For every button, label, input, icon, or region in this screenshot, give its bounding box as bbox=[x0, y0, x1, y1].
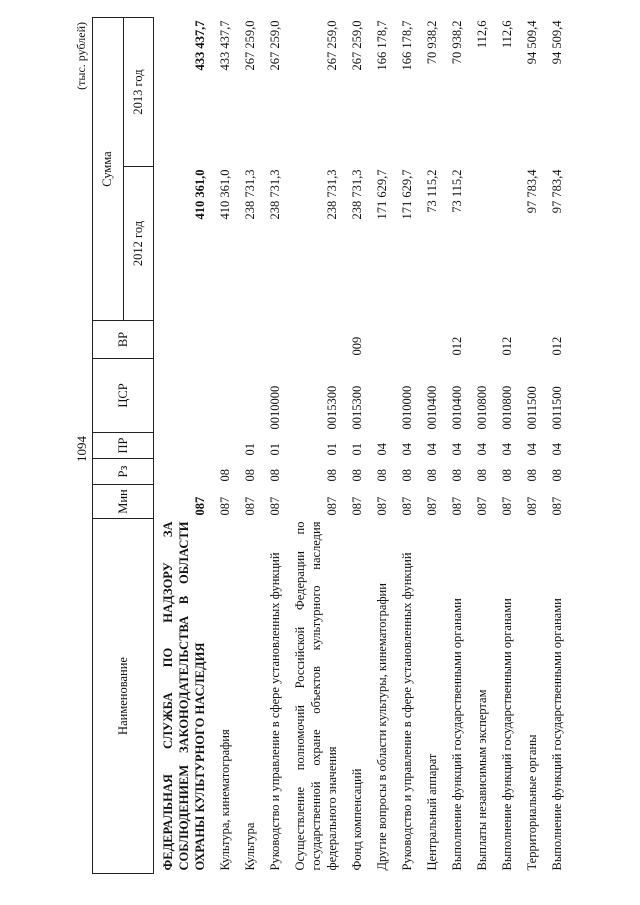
cell-csr bbox=[368, 359, 393, 433]
cell-y2013: 94 509,4 bbox=[550, 20, 564, 65]
cell-name: Другие вопросы в области культуры, кинематографии bbox=[375, 583, 389, 871]
cell-rz: 08 bbox=[475, 469, 489, 482]
cell-rz bbox=[154, 459, 212, 485]
cell-pr: 04 bbox=[375, 443, 389, 456]
cell-name: Руководство и управление в сфере установленных функций bbox=[268, 552, 282, 871]
cell-min: 087 bbox=[243, 496, 257, 516]
cell-pr: 04 bbox=[425, 443, 439, 456]
cell-name: Выполнение функций государственными органами bbox=[550, 598, 564, 871]
cell-y2013: 166 178,7 bbox=[400, 20, 414, 71]
cell-rz: 08 bbox=[218, 469, 232, 482]
cell-min: 087 bbox=[193, 496, 207, 516]
cell-min: 087 bbox=[268, 496, 282, 516]
unit-note: (тыс. рублей) bbox=[74, 22, 88, 90]
budget-table bbox=[92, 17, 568, 874]
cell-csr: 0011500 bbox=[550, 386, 564, 430]
cell-y2012: 238 731,3 bbox=[325, 169, 339, 220]
cell-min: 087 bbox=[375, 496, 389, 516]
cell-rz: 08 bbox=[268, 469, 282, 482]
cell-min: 087 bbox=[218, 496, 232, 516]
header-2012: 2012 год bbox=[123, 167, 154, 321]
cell-csr: 0010800 bbox=[475, 385, 489, 430]
cell-name: Руководство и управление в сфере установленных функций bbox=[400, 552, 414, 871]
header-pr: ПР bbox=[93, 433, 154, 459]
cell-vr bbox=[368, 321, 393, 359]
cell-name: Культура bbox=[243, 822, 257, 871]
cell-name: Центральный аппарат bbox=[425, 753, 439, 871]
cell-rz: 08 bbox=[375, 469, 389, 482]
cell-pr: 04 bbox=[525, 443, 539, 456]
table-row bbox=[418, 18, 443, 874]
cell-y2012: 97 783,4 bbox=[550, 169, 564, 214]
cell-pr bbox=[211, 433, 236, 459]
cell-vr bbox=[393, 321, 418, 359]
cell-pr: 04 bbox=[500, 443, 514, 456]
cell-csr: 0010800 bbox=[500, 385, 514, 430]
cell-y2013: 166 178,7 bbox=[375, 20, 389, 71]
cell-y2013: 267 259,0 bbox=[268, 20, 282, 71]
cell-y2012: 171 629,7 bbox=[400, 169, 414, 220]
cell-y2013: 94 509,4 bbox=[525, 20, 539, 65]
cell-y2013: 267 259,0 bbox=[325, 20, 339, 71]
cell-y2013: 112,6 bbox=[475, 20, 489, 49]
page-number: 1094 bbox=[74, 436, 89, 462]
cell-pr: 01 bbox=[350, 443, 364, 456]
budget-table-sheet bbox=[70, 12, 570, 892]
table-row bbox=[236, 18, 261, 874]
cell-rz: 08 bbox=[400, 469, 414, 482]
cell-pr: 01 bbox=[243, 443, 257, 456]
header-csr: ЦСР bbox=[93, 359, 154, 433]
cell-csr: 0011500 bbox=[525, 386, 539, 430]
cell-name: Фонд компенсаций bbox=[350, 768, 364, 871]
cell-y2012: 73 115,2 bbox=[425, 169, 439, 213]
header-rz: Рз bbox=[93, 459, 154, 485]
cell-y2012: 410 361,0 bbox=[218, 169, 232, 220]
cell-min: 087 bbox=[425, 496, 439, 516]
cell-csr bbox=[154, 359, 212, 433]
cell-name: Выполнение функций государственными органами bbox=[450, 598, 464, 871]
header-vr: ВР bbox=[93, 321, 154, 359]
table-row bbox=[286, 18, 343, 874]
cell-rz: 08 bbox=[243, 469, 257, 482]
cell-pr: 01 bbox=[268, 443, 282, 456]
table-row bbox=[443, 18, 468, 874]
cell-rz: 08 bbox=[350, 469, 364, 482]
header-name: Наименование bbox=[93, 519, 154, 874]
cell-y2012: 238 731,3 bbox=[350, 169, 364, 220]
table-row bbox=[493, 18, 518, 874]
cell-y2012: 171 629,7 bbox=[375, 169, 389, 220]
cell-csr bbox=[211, 359, 236, 433]
header-sum: Сумма bbox=[93, 18, 124, 321]
cell-min: 087 bbox=[475, 496, 489, 516]
cell-min: 087 bbox=[400, 496, 414, 516]
table-body bbox=[154, 18, 569, 874]
cell-pr: 04 bbox=[400, 443, 414, 456]
table-row bbox=[343, 18, 368, 874]
cell-min: 087 bbox=[450, 496, 464, 516]
table-row bbox=[261, 18, 286, 874]
cell-y2012: 238 731,3 bbox=[243, 169, 257, 220]
cell-name: ФЕДЕРАЛЬНАЯ СЛУЖБА ПО НАДЗОРУ ЗА СОБЛЮДЕНИЕМ ЗАКОНОДАТЕЛЬСТВА В ОБЛАСТИ ОХРАНЫ КУЛЬТУРНОГО НАСЛЕДИЯ bbox=[161, 521, 207, 871]
cell-name: Культура, кинематография bbox=[218, 729, 232, 871]
cell-y2012: 410 361,0 bbox=[193, 169, 207, 220]
cell-rz: 08 bbox=[450, 469, 464, 482]
table-row bbox=[368, 18, 393, 874]
cell-min: 087 bbox=[350, 496, 364, 516]
cell-csr: 0010000 bbox=[400, 385, 414, 430]
cell-csr: 0015300 bbox=[350, 385, 364, 430]
cell-pr: 01 bbox=[325, 443, 339, 456]
cell-name: Осуществление полномочий Российской Федерации по государственной охране объектов культурного наследия федерального значения bbox=[293, 521, 339, 871]
cell-vr bbox=[518, 321, 543, 359]
cell-vr bbox=[211, 321, 236, 359]
cell-min: 087 bbox=[550, 496, 564, 516]
cell-vr bbox=[154, 321, 212, 359]
cell-vr bbox=[468, 321, 493, 359]
cell-rz: 08 bbox=[525, 469, 539, 482]
cell-pr bbox=[154, 433, 212, 459]
cell-vr bbox=[236, 321, 261, 359]
table-row bbox=[154, 18, 212, 874]
cell-csr: 0010400 bbox=[425, 385, 439, 430]
table-row bbox=[543, 18, 568, 874]
header-2013: 2013 год bbox=[123, 18, 154, 167]
cell-min: 087 bbox=[325, 496, 339, 516]
cell-vr bbox=[261, 321, 286, 359]
cell-y2013: 112,6 bbox=[500, 20, 514, 49]
cell-y2012: 238 731,3 bbox=[268, 169, 282, 220]
cell-csr: 0010400 bbox=[450, 385, 464, 430]
cell-csr: 0015300 bbox=[325, 385, 339, 430]
cell-y2013: 267 259,0 bbox=[350, 20, 364, 71]
cell-name: Выплаты независимым экспертам bbox=[475, 689, 489, 871]
cell-pr: 04 bbox=[450, 443, 464, 456]
cell-y2013: 267 259,0 bbox=[243, 20, 257, 71]
cell-csr bbox=[236, 359, 261, 433]
cell-y2012: 97 783,4 bbox=[525, 169, 539, 214]
cell-name: Выполнение функций государственными органами bbox=[500, 598, 514, 871]
cell-vr: 012 bbox=[500, 336, 514, 356]
cell-rz: 08 bbox=[500, 469, 514, 482]
table-row bbox=[211, 18, 236, 874]
cell-vr: 009 bbox=[350, 336, 364, 356]
cell-rz: 08 bbox=[325, 469, 339, 482]
cell-y2013: 70 938,2 bbox=[450, 20, 464, 65]
cell-min: 087 bbox=[500, 496, 514, 516]
cell-csr: 0010000 bbox=[268, 385, 282, 430]
cell-min: 087 bbox=[525, 496, 539, 516]
cell-vr bbox=[418, 321, 443, 359]
cell-y2012: 73 115,2 bbox=[450, 169, 464, 213]
table-row bbox=[393, 18, 418, 874]
table-row bbox=[468, 18, 493, 874]
cell-y2013: 433 437,7 bbox=[218, 20, 232, 71]
cell-pr: 04 bbox=[475, 443, 489, 456]
table-header bbox=[93, 18, 154, 874]
cell-y2013: 433 437,7 bbox=[193, 20, 207, 71]
cell-vr: 012 bbox=[450, 336, 464, 356]
cell-y2012 bbox=[468, 167, 493, 321]
cell-rz: 08 bbox=[425, 469, 439, 482]
cell-y2012 bbox=[493, 167, 518, 321]
cell-vr: 012 bbox=[550, 336, 564, 356]
cell-pr: 04 bbox=[550, 443, 564, 456]
cell-rz: 08 bbox=[550, 469, 564, 482]
cell-y2013: 70 938,2 bbox=[425, 20, 439, 65]
cell-vr bbox=[286, 321, 343, 359]
cell-name: Территориальные органы bbox=[525, 734, 539, 871]
header-min: Мин bbox=[93, 485, 154, 519]
table-row bbox=[518, 18, 543, 874]
